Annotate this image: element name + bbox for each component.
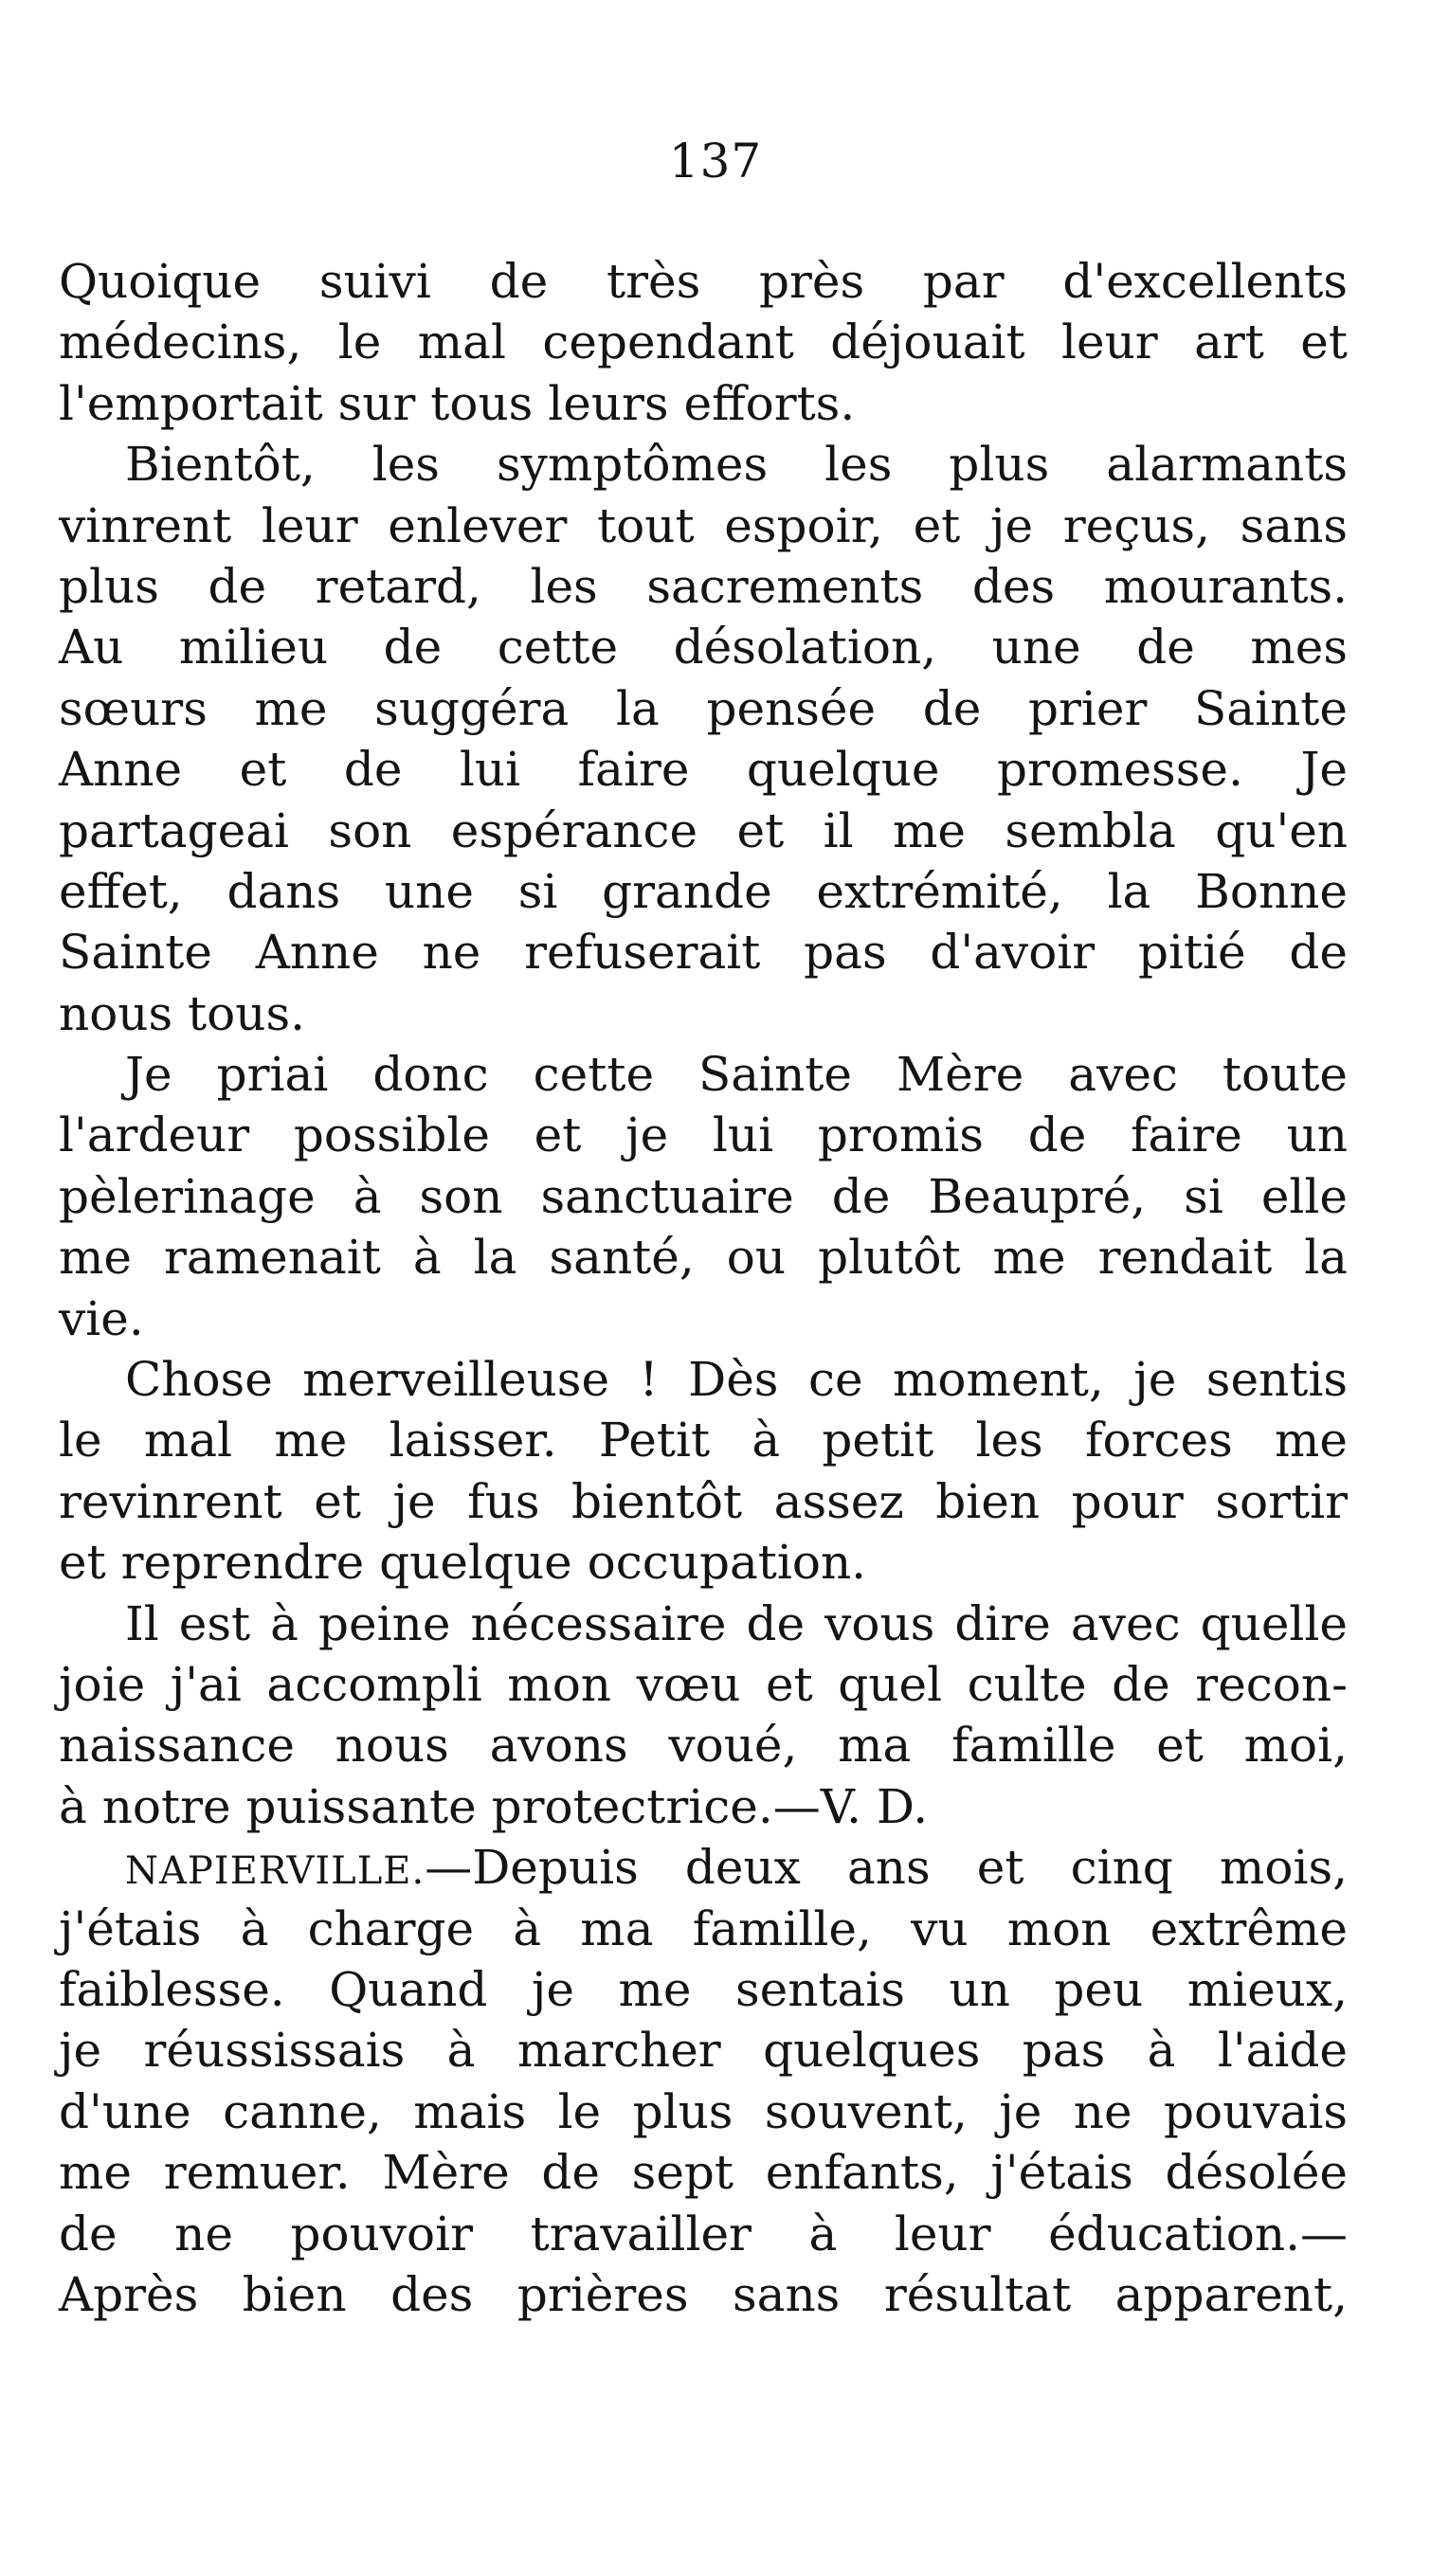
text-line: naissance nous avons voué, ma famille et moi, — [59, 1718, 1348, 1774]
text-line: vinrent leur enlever tout espoir, et je reçus, sans — [59, 497, 1348, 553]
text-line: Après bien des prières sans résultat apparent, — [59, 2266, 1348, 2322]
text-line: Chose merveilleuse ! Dès ce moment, je sentis — [125, 1352, 1348, 1408]
text-line: Il est à peine nécessaire de vous dire avec quelle — [125, 1595, 1348, 1651]
text-line: à notre puissante protectrice.—V. D. — [59, 1778, 929, 1834]
text-line: d'une canne, mais le plus souvent, je ne pouvais — [59, 2083, 1348, 2139]
text-line: Quoique suivi de très près par d'excellents — [59, 254, 1348, 309]
text-line: Bientôt, les symptômes les plus alarmants — [125, 437, 1348, 493]
text-line: nous tous. — [59, 985, 306, 1041]
text-line: Anne et de lui faire quelque promesse. Je — [59, 742, 1348, 798]
text-line: Sainte Anne ne refuserait pas d'avoir pitié de — [59, 925, 1348, 981]
place-name: NAPIERVILLE. — [125, 1849, 426, 1894]
text-line: vie. — [59, 1290, 144, 1346]
text-line: j'étais à charge à ma famille, vu mon extrême — [59, 1900, 1348, 1956]
page-number: 137 — [668, 134, 763, 189]
text-line: plus de retard, les sacrements des mourants. — [59, 558, 1348, 614]
text-line: médecins, le mal cependant déjouait leur art et — [59, 315, 1348, 370]
text-line: sœurs me suggéra la pensée de prier Sainte — [59, 680, 1348, 736]
body-text — [59, 251, 1348, 2325]
text-line: revinrent et je fus bientôt assez bien pour sortir — [59, 1473, 1348, 1529]
text-line: l'emportait sur tous leurs efforts. — [59, 375, 856, 431]
text-line: et reprendre quelque occupation. — [59, 1535, 867, 1591]
text-line: me ramenait à la santé, ou plutôt me rendait la — [59, 1230, 1348, 1286]
text-line: partageai son espérance et il me sembla qu'en — [59, 802, 1348, 858]
text-line: le mal me laisser. Petit à petit les forces me — [59, 1413, 1348, 1468]
text-line: Je priai donc cette Sainte Mère avec toute — [125, 1047, 1348, 1103]
text-line — [59, 1837, 1348, 1898]
text-line: l'ardeur possible et je lui promis de faire un — [59, 1108, 1348, 1163]
text-line: Au milieu de cette désolation, une de mes — [59, 620, 1348, 676]
text-line: faiblesse. Quand je me sentais un peu mieux, — [59, 1961, 1348, 2017]
text-line: joie j'ai accompli mon vœu et quel culte de recon- — [59, 1656, 1348, 1712]
text-line: je réussissais à marcher quelques pas à l'aide — [59, 2023, 1348, 2079]
text-line-rest: —Depuis deux ans et cinq mois, — [425, 1840, 1348, 1896]
text-line: effet, dans une si grande extrémité, la Bonne — [59, 863, 1348, 919]
text-line: me remuer. Mère de sept enfants, j'étais désolée — [59, 2145, 1348, 2201]
text-line: de ne pouvoir travailler à leur éducation.— — [59, 2206, 1348, 2261]
text-line: pèlerinage à son sanctuaire de Beaupré, si elle — [59, 1168, 1348, 1224]
